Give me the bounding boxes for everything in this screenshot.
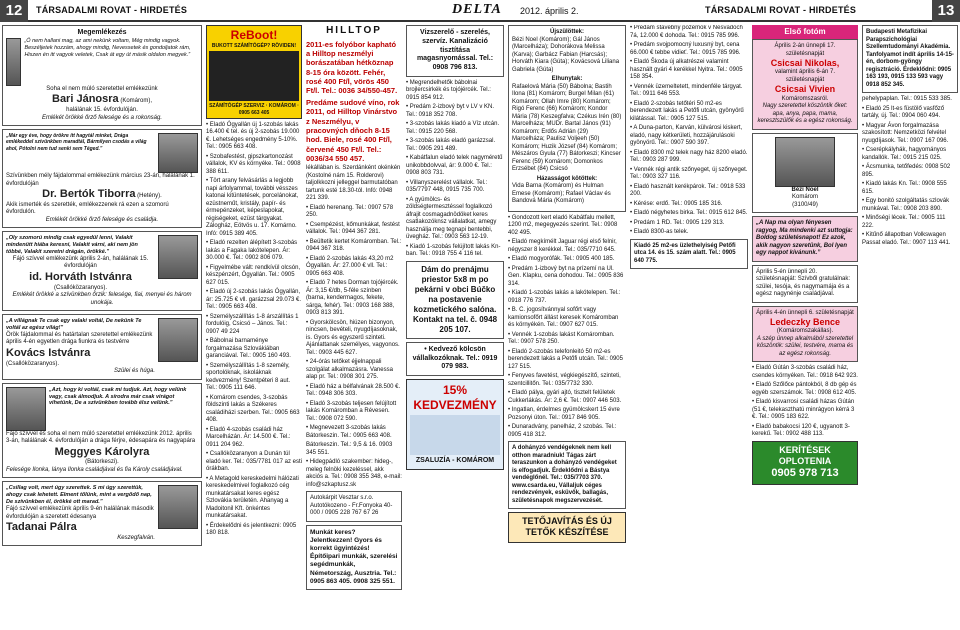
newborns-list: Bézi Noel (Komárom); Gál János (Marcelháza); Dohorákova Melissa (Karva); Garbácz Fabian (Harcsás); Horváth Kiara (Gúta); Kovácsová Liliana Gabriela (Gúta) — [512, 36, 620, 73]
classified-ad: • Beültetik kertet Komáromban. Tel.: 0944 367 318. — [306, 238, 402, 253]
memorial-place: (Hetény). — [137, 193, 162, 199]
memorial-signature: Emlékét örökké őrző felesége és a rokonság. — [41, 114, 163, 121]
reboot-image — [209, 51, 299, 101]
birthday-city: Komáromszasról. — [781, 95, 829, 102]
classified-ad: • Eladó új 2-szobás lakás Ógyallán, ár: 25.725 € vll. garázzsal 29.073 €. Tel.: 0905 663 408. — [206, 289, 302, 311]
memorial-text: Fájó szívvel és soha el nem múló szeretettel emlékezünk 2012. április 3-án, halálának 4. évfordulóján a drága férjre, édesapára és nagyapára — [6, 430, 196, 445]
birthday-poem: „A Nap ma olyan fényesen ragyog, Ma mindenki azt suttogja: Boldog születésnapot! Ez azok, akik nagyon szeretünk, Bol lyen egy nappot kívánunk.” — [752, 216, 858, 262]
classified-ad: • Kiadó 1-szobás lakás a lakótelepen. Tel.: 0918 776 737. — [508, 290, 621, 304]
registry-column — [508, 25, 626, 628]
classified-ad: • Predám 2-izbový byt v LV v KN. Tel.: 0918 352 708. — [406, 104, 495, 118]
memorial-photo — [158, 485, 198, 529]
classified-list — [752, 365, 858, 439]
memorial-notice — [2, 129, 202, 228]
classifieds-column-6 — [630, 25, 748, 628]
memorial-poem: „A villágnak Te csak egy valaki voltál, De nekünk Te voltál az egész világ!” — [6, 318, 142, 331]
memorial-place: (Bátorkeszi). — [85, 459, 119, 466]
classified-ad: pehelypaplan. Tel.: 0915 533 385. — [862, 96, 952, 102]
classified-ad: • Eladó használt kerékpárok. Tel.: 0918 533 200. — [630, 183, 746, 197]
classified-ad: • Kiadó lakás Kn. Tel.: 0908 555 615. — [862, 181, 947, 195]
memorial-signature: Emlékét örökké őrző felesége és családja. — [45, 216, 159, 223]
classified-ad: • Hidegpádló szakember: hideg-, meleg felnöki kezeléssel, akk akciós a. Tel.: 0908 355 348, e-mail: info@szkaptusz.sk — [306, 459, 402, 488]
classified-ad: • Eladó Škoda új alkatrészei valamint használt gyári 4 kerékkel Nyitra. Tel.: 0905 158 354. — [630, 59, 743, 80]
classified-ad: • 3-szobás lakás eladó garázzsal. Tel.: 0905 291 489. — [406, 138, 496, 152]
blinds-name: ZSALUZÍA - KOMÁROM — [415, 457, 495, 464]
memorial-text: Szívünkben mély fájdalommal emlékezünk március 23-án, halálának 1. évfordulóján — [6, 173, 195, 187]
classified-ad: • Minőségi lécek. Tel.: 0905 111 222. — [862, 215, 946, 229]
memorial-name: Tadanai Pálra — [6, 521, 77, 533]
memorial-notice — [2, 481, 202, 546]
classified-ad: • Eladó pálya, gyári ajtó, tisztelt felületek Cukkerlákás. Ár: 2,6 €. Tel.: 0907 446 503. — [508, 390, 622, 404]
classified-ad: • Eladó 2-szobás telefonleitó 50 m2-es berendezett lakás a Petőfi utcán. Tel.: 0905 127 515. — [508, 348, 623, 370]
memorial-signature: Szülei és húga. — [113, 368, 155, 375]
plumber-ad: Vizszerelő - szerelés, szervíz. Kanalizáció tisztítása magasnyomással. Tel.: 0908 796 813. — [406, 25, 504, 77]
classified-ad: • A Metagold kereskedelmi hálózati kereskedelmivel foglalkozó cég munkatársakat keres egész Szlovákia területén. Ahanyag a Madoitonil Kft. önkéntes munkatársakat. — [206, 475, 299, 520]
loan-ad: • Kedvező kölcsön vállalkozóknak. Tel.: 0919 079 983. — [406, 342, 504, 376]
classifieds-column-2 — [206, 25, 302, 628]
birthday-name: Ledeczky Bence — [769, 317, 841, 327]
classified-ad: • Eladó 3-szobás teljesen felújított lakás Komáromban a Révesen. Tel.: 0908 072 590. — [306, 400, 397, 422]
classified-ad: • Villanyszerelést vállalok. Tel.: 035/7797 448, 0915 735 700. — [406, 179, 488, 194]
memorial-notice — [2, 314, 202, 380]
classified-ad: • Kiadó 1-szobás felújított lakás Kn-ban. Tel.: 0918 755 4 116 tel. — [406, 243, 501, 258]
hilltop-ad-sk: Predáme sudové víno, rok 2011, od Hilltop Vinárstvo z Neszmélyu, v pracovných dňoch 8-15 hod. Biele, rosé 400 Ft/l, červené 450 Ft/l. Tel.: 0036/34 550 457. — [306, 97, 400, 163]
birthday-name: Csicsai Nikolas, — [770, 58, 840, 68]
classified-ad: • Predám 1 RD. Tel.: 0905 129 313. — [630, 219, 725, 226]
birthday-wish: A szép ünnep alkalmából szeretettel köszöntik: szülei, testvére, mama és az egész rokonság. — [756, 335, 854, 357]
classified-list — [206, 122, 302, 538]
reboot-title: ReBoot! — [230, 28, 278, 42]
classified-ad: • Gyorskölcsön, hiúzen bizonyon, nincsen, bevételi, nyugdíjasoknak, is. Gyors és egyszerű szinteti. Ajánlattanak személyes, vagyonos. Tel.: 0903 445 627. — [306, 319, 400, 356]
fence-ad — [752, 441, 858, 485]
baby-name: Bézi Noel — [791, 186, 819, 193]
classified-ad: • Érdekelődni és jelentkezni: 0905 180 818. — [206, 522, 297, 537]
job-ad: Munkát keres? Jelentkezzen! Gyors és korrekt ügyintézés! Építőipari munkák, szerelési segédmunkák, Németország, Ausztria. Tel.: 0905 863 405. 0908 325 551. — [306, 525, 402, 590]
classified-ad: • Eladó babakocsi 120 €, ugyanott 3-kerekű. Tel.: 0902 488 113. — [752, 423, 850, 438]
classified-ad: • Dunaradvány, panelház, 2 szobás. Tel.: 0905 418 312. — [508, 424, 617, 438]
rent-ad: Dám do prenájmu priestor 5x8 m po pekárni v obci Búčko na postavenie kozmetického salóna. Kontakt na tel. č. 0948 205 107. — [406, 261, 504, 339]
classified-ad: • Kérése: erdő. Tel.: 0905 185 316. — [630, 200, 723, 207]
memorial-place: (Csallóközaranyos). — [6, 360, 60, 367]
classified-ad: • A gyümölcs- és zöldségtermesztéssel foglalkozó áfrajit cosmagadnödöket keres csatlakozóknsz vállalatkat, amegy használja meg tegnapi bentebbi, üvegház. Tel.: 0903 563 12-19. — [406, 196, 497, 241]
page-header — [0, 0, 960, 22]
classified-ad: • Figyelmébe vált: rendkívül olcsón, készpénzért, Ógyallán. Tel.: 0905 627 015. — [206, 264, 301, 286]
classified-ad: • Predám svojpomocný luxusný byt, cena 66.000 € tebbe vidieť. Tel.: 0915 785 996. — [630, 42, 741, 56]
baby-birth-data: (3100/49) — [792, 201, 818, 208]
section-title-right: TÁRSADALMI ROVAT - HIRDETÉS — [705, 5, 857, 15]
classified-ad: • Eladó megkímélt Jaguar régi első felnir, négyszer 8 kerékkel. Tel.: 035/7710 645. — [508, 239, 617, 253]
issue-date: 2012. április 2. — [520, 6, 579, 16]
first-photo-heading: Első fotóm — [752, 25, 858, 39]
classified-ad: • Vennék üzemeltetett, mindenféle tárgyat. Tel.: 0911 646 553. — [630, 83, 743, 97]
classified-ad: • Eladó Ógyallán új 1-szobás lakás 16.400 € tel. és új 2-szobás 19.000 €. Lehetséges engedmény 5-10%. Tel.: 0905 663 408. — [206, 121, 300, 151]
classified-ad: • Személyszállítás 1-8 személy, sportolóknak, iskoláknak kedvezmény! Szentpéteri 8 aut. Tel.: 0905 111 646. — [206, 362, 291, 392]
fence-title: KERÍTÉSEK OPLOTENIA — [778, 444, 832, 466]
memorial-signature: Keszegfalván. — [117, 534, 155, 541]
classifieds-column-8 — [862, 25, 958, 628]
birthday-city: (Komáromszakállas). — [776, 328, 834, 335]
newspaper-logo: DELTA — [452, 2, 502, 17]
memorial-signature: Felesége Ilonka, lánya Ilonka családjával és fia Károly családjával. — [6, 466, 183, 473]
classified-ad: • Eladó 4-szobás családi ház Marcelházán. Ár: 14.500 €. Tel.: 0911 204 962. — [206, 426, 291, 448]
classified-ad: • Eladó 7 hetes Dorman tojójércék. Ár: 3,15 €/db, 5-féle színben (barna, kendermagos, fekete, sárga, fehér). Tel.: 0903 168 388, 0903 813 391. — [306, 280, 399, 317]
classified-ad: • Kitűnő állapotban Volkswagen Passat eladó. Tel.: 0907 113 441. — [862, 232, 951, 246]
classified-ad: • Predám stavebný pozemok v Nesvadoch 7á, 12.000 € dohoda. Tel.: 0915 785 996. — [630, 25, 743, 39]
classified-ad: • Ingatlan, érdelmes gyümölcskert 15 évre Pozsonyi úton. Tel.: 0917 846 905. — [508, 407, 620, 421]
classified-ad: • Gondozott kert eladó Kabátfalu mellett, 1200 m2, megegyezés szerint. Tel.: 0908 402 495. — [508, 214, 618, 236]
page-number-left: 12 — [0, 0, 28, 22]
roofing-ad: TETŐJAVÍTÁS ÉS ÚJ TETŐK KÉSZÍTÉSE — [508, 512, 626, 543]
birthday-column — [752, 25, 858, 628]
memorial-notice — [2, 25, 202, 126]
memorial-notice — [2, 231, 202, 311]
classified-ad: • Csempézést, kőmunkákat, festést vállalok. Tel.: 0944 367 281. — [306, 221, 400, 236]
memorial-notice — [2, 383, 202, 479]
memorial-poem: „Oly szomorú mindig csak egyedül lenni, Valakit mindenütt hiába keresni, Valakit várni, aki nem jön többé, Valakit szeretni drágán, örökké.” — [6, 235, 138, 255]
memorial-poem: „Már egy éve, hogy örökre itt hagytál minket, Drága emlékeddel szívünkben maradtál, Bármilyen csodás a világ ahol, Pótolni nem tud senki sem Téged.” — [6, 133, 147, 152]
classified-ad: • Vennék 1-szobás lakást Komáromban. Tel.: 0907 578 250. — [508, 331, 615, 345]
classified-ad: • Eladó 2-szobás lakás 43,20 m2 Ógyallán. Ár: 27.000 € vll. Tel.: 0905 663 408. — [306, 255, 394, 277]
page-number-right: 13 — [932, 0, 960, 22]
memorial-text: Fájó szívvel emlékezünk április 2-án, halálának 15. évfordulóján — [12, 255, 149, 270]
memorial-name: id. Horváth Istvánra — [29, 270, 132, 283]
classified-ad: • Eladó mogyorófák. Tel.: 0905 400 185. — [508, 256, 615, 262]
classified-ad: • Cserépkályhák, hagyományos kandallók. Tel.: 0915 215 025. — [862, 147, 947, 161]
classified-ad: • Eladó kisvarrosi családi házas Gútán (51 €, telekaszthatú minrágyon kérrá 3 €. Tel.: 0905 183 622. — [752, 399, 855, 421]
classified-ad: • Csallóközaranyon a Dunán túl eladó ker. Tel.: 035/7781 017 az esti órákban. — [206, 451, 302, 473]
memorial-name: Dr. Bertók Tiborra — [42, 188, 136, 200]
birthday-subtitle: valamint április 6-án 7. születésnapját — [774, 69, 836, 83]
classified-ad: • Eladó Szőlőce pántokból, 8 db gép és egyéb szerszámok. Tel.: 0908 612 405. — [752, 382, 857, 396]
smoking-ad: A dohányzó vendégeknek nem kell otthon maradniuk! Tágas zárt teraszunkon a dohányzó vendégeket is elfogadjuk. Érdeklődni a Bástya vendéglőnél. Tel.: 035/7703 370. www.csarda.eu, Vállaljuk céges rendezvények, esküvők, ballagás, születésnapok megszervezését. — [508, 441, 626, 509]
classified-list — [862, 96, 958, 247]
classified-ad: • Komárom csendes, 3-szobás földszinti lakás a Székeres családiházi szerben. Tel.: 0905 663 408. — [206, 394, 300, 424]
memorial-poem: „Ő nem hallani mag, az ami nekünk voltam, Még mindig vagyok. Beszéljetek hozzám, ahogy mindig, Nevessetek és gondoljatok rám, Hiszen én itt vagyok veletek, Csak át egy út másik oldalon megyek.” — [24, 37, 191, 58]
baby-city: Komárom — [791, 194, 818, 200]
classified-ad: • Egy bonitó szolgáltatás szlovák munkával. Tel.: 0908 203 890. — [862, 198, 950, 212]
classified-list — [406, 80, 504, 259]
memorial-date: halálának 15. évfordulóján. — [66, 107, 138, 113]
birthday-notice: Április 5-én ünnepli 20. születésnapját: Szívből gratulálnak: szülei, tesója, és nagymamája és a egész nagynénje családjával. — [752, 265, 858, 303]
memorial-poem: „Csillag volt, mert úgy szerettek. S mi úgy szerettük, ahogy csak lehetett. Elment tőlünk, mint a vergődő nap, De szívünkben él, örökké ott marad.” — [6, 485, 152, 506]
registry-box — [508, 25, 626, 212]
classified-ad: • Eladó 25 lt-es füstölő vasfőző tartály, új. Tel.: 0904 060 494. — [862, 105, 945, 119]
marriages-heading: Házasságot kötöttek: — [536, 175, 598, 182]
memorial-photo — [158, 318, 198, 362]
birthday-notice — [752, 306, 858, 363]
memorial-name: Bari Jánosra — [52, 93, 119, 106]
classified-ad: • Vennék régi antik szőnyeget, új szőnyeget. Tel.: 0903 327 116. — [630, 166, 748, 180]
reboot-subtitle: BUKOTT SZÁMÍTÓGÉP? RÖVIDEN! — [211, 43, 297, 49]
classified-list — [508, 215, 626, 440]
birthday-notice — [752, 39, 858, 130]
fence-phone: 0905 978 713 — [771, 467, 839, 480]
classified-ad: • Eladó ház a bélfalvának 28.500 €. Tel.: 0948 306 303. — [306, 383, 401, 398]
hilltop-logo: HILLTOP — [326, 25, 382, 36]
reboot-details: SZÁMÍTÓGÉP SZERVIZ · KOMÁROM · 0905 663 405 — [209, 103, 299, 116]
blinds-image — [410, 415, 500, 455]
classified-ad: • Eladó herenang. Tel.: 0907 578 250. — [306, 204, 394, 219]
memorial-text: Akik ismerték és szerették, emlékezzenek rá ezen a szomorú évfordulón. — [6, 201, 169, 216]
blinds-ad — [406, 379, 504, 470]
classified-ad: • Eladó 8300 m2 telek nagy ház 8200 eladó. Tel.: 0903 287 999. — [630, 149, 748, 163]
memorial-poem: „Azt, hogy ki voltál, csak mi tudjuk. Azt, hogy velünk vagy, csak álmodjuk. A sírodra már csak virágot vihetünk, De a szívünkben tovább élsz velünk.” — [49, 386, 187, 407]
baby-photo-notice — [752, 133, 858, 214]
classified-ad: • A Duna-parton, Karván, külvárosi kiskert, eladó, nagy kétkerületi, hozzájárulásoki gyönyörű. Tel.: 0907 590 397. — [630, 125, 743, 146]
classified-ad: • 3-szobás lakás kiadó a Víz utcán. Tel.: 0915 220 568. — [406, 121, 500, 135]
section-title-left: TÁRSADALMI ROVAT - HIRDETÉS — [36, 5, 188, 15]
classified-ad: • Szobafestést, gipszkartonozást vállalok, KV és környéke. Tel.: 0908 388 611. — [206, 153, 301, 175]
memorial-text: Örök fájdalommal és határtalan szeretettel emlékezünk április 4-én egyetlen drága fiunkra és testvérre — [6, 331, 153, 346]
classified-ad: • Eladó négyhetes birka. Tel.: 0915 612 845. — [630, 210, 748, 216]
memorial-photo — [158, 235, 198, 279]
classified-list — [630, 25, 748, 237]
classified-ad: • Megrendelhetők bábolnai brojlercsirkék és tojójércék. Tel.: 0915 854 912. — [406, 79, 491, 101]
memorial-name: Meggyes Károlyra — [54, 445, 150, 458]
classified-ad: • Megnevezett 3-szobás lakás Bátorkeszin. Tel.: 0905 663 408. — [306, 425, 392, 439]
memorial-heading: Megemlékezés — [77, 29, 127, 36]
memorial-name: Kovács Istvánra — [6, 346, 91, 359]
classified-ad: Bátorkeszin. Tel.: 9,5 & 16. 0903 345 551. — [306, 442, 393, 456]
classified-ad: • Eladó Gútán 3-szobás családi ház, csendes környéken. Tel.: 0918 642 923. — [752, 365, 858, 379]
memorial-place: (Csallóközaranyos). — [53, 284, 108, 291]
classified-ad: • Fenyves favetést, végkiegészítő, szinteti, szentcillitőn. Tel.: 035/7732 330. — [508, 373, 621, 387]
birthday-name-2: Csicsai Vivien — [774, 84, 836, 95]
autokarpit-ad: Autokárpit Vesztar s.r.o. Autotókozeno - Fr.Fonyoka 40-000 / 0905 228 767 67 26 — [306, 491, 402, 522]
memorial-photo — [6, 387, 46, 431]
classified-ad: • Személyszállítás 1-8 árszállítás 1 fordulóig, Csicsó – János. Tel.: 0907 49 224 — [206, 313, 299, 335]
classified-list — [306, 165, 402, 489]
shop-rent-ad: Kiadó 25 m2-es üzlethelyiség Petőfi utca 14. és 15. szám alatt. Tel.: 0905 640 775. — [630, 239, 748, 270]
classified-ad: • Kabátfalun eladó telek nagyméretű unikobbdolvval, ár: 9.000 €. Tel.: 0908 803 731. — [406, 155, 503, 177]
baby-photo — [775, 137, 835, 187]
memorial-place: (Komárom), — [120, 98, 152, 105]
classified-ad: • Ácsmunka, tetőfedés: 0908 502 895. — [862, 164, 951, 178]
memorial-photo — [158, 133, 198, 173]
classified-ad: • Eladó 8300-as telek. — [630, 229, 689, 235]
memorial-photo — [6, 38, 21, 86]
discount-label: 15% KEDVEZMÉNY — [413, 383, 497, 412]
birthday-title: Április 4-én ünnepli 6. születésnapját — [756, 309, 854, 316]
classified-ad: • Eladó rezelten álépített 3-szobás lakás a Fagaka lakótelepen. Ár: 30.000 €. Tel.: 0902 806 079. — [206, 240, 298, 262]
reboot-ad — [206, 25, 302, 119]
deaths-heading: Elhunytak: — [551, 76, 583, 82]
classified-ad: • Eladó 2-szobás tetőtéri 50 m2-es berendezett lakás a Petőfi utcán, gyönyörű kilátással. Tel.: 0905 127 515. — [630, 100, 744, 122]
classified-ad: • B. C. jogosítvánnyal sofőrt vagy kamionsofőrt állást keresek Komáromban és környékén. Tel.: 0907 627 015. — [508, 307, 619, 328]
classifieds-column-4 — [406, 25, 504, 628]
classified-ad: • Bábolnai barnaménye forgalmazása Szlovákiában garanciával. Tel.: 0905 160 493. — [206, 338, 291, 360]
hilltop-ad: 2011-es folyóbor kapható a Hilltop neszmélyi borászatában hétköznap 8-15 óra között. Fehér, rosé 400 Ft/l, vörös 450 Ft/l. Tel.: 0036 34/550-457. — [306, 39, 398, 96]
classified-ad: • 24-órás tetőket éjjelnappali szolgálat alkalmazásra. Vanessa alap pr. Tel.: 0908 301 275. — [306, 359, 393, 381]
deaths-list: Rafaelová Mária (50) Bábolna; Bastih Ilona (81) Komárom; Burgel Milan (61) Komárom; Ollah Imre (80) Komárom; Rigó Ferenc (66) Komárom; Kondor Mária (78) Keszegfalva; Czékus Irén (80) Marcelháza; MUDr. Bartal János (91) Komárom; Erdős Adrián (29) Marcelháza; Paulisz Voljeeh (50) Komárom; Huzik József (84) Komárom; Mészáros Gyula (77) Bátorkeszi; Kincser Ferenc (59) Komárom; Domonkos Erzsébet (84) Csicsó — [512, 83, 622, 172]
birthday-title: Április 2-án ünnepli 17. születésnapját — [774, 43, 836, 57]
birthday-wish: Nagy szeretettel köszöntik őket: apa, anya, papa, mama, keresztszülők és a egész rokonság. — [757, 103, 853, 124]
memorial-text: Soha el nem múló szeretettel emlékezünk — [46, 85, 158, 92]
academy-ad: Budapesti Metafizikai Parapszichológiai Szellemtudományi Akadémia. Tanfolyamot indít április 14-15-én, dorbom-gyöngy regisztráció. Érdeklődni: 0905 163 193, 0915 133 593 vagy 0918 852 345. — [862, 25, 958, 93]
classified-ad: • Tört arany felvásárlás a legjobb napi árfolyammal, további vésszes katonai kitüntetések, porcelánokat, ezüstneműt, kristály, papír- és érmepénzeket, képeslapokat, régiségeket, ezüst tárgyakat. Zálogház, Eötvös u. 17. Komárno. Infó: 0915 389 405. — [206, 178, 299, 237]
memorial-column — [2, 25, 202, 628]
newborns-heading: Újszülöttek: — [549, 29, 584, 35]
memorial-text: Fájó szívvel emlékezünk április 9-én halálának második évfordulóján a szeretett édesanya — [6, 506, 154, 520]
marriages-list: Vida Barna (Komárom) és Hulman Emese (Komárom); Rafael Václav és Bandová Mária (Komárom) — [512, 183, 611, 204]
memorial-signature: Emlékét örökké a szívünkben őrzik: felesége, fiai, menyei és három unokája. — [12, 292, 192, 306]
classifieds-column-3 — [306, 25, 402, 628]
classified-ad: lékállában is. Szerdánként okénkén (Kostolné nám 15. Rolderovi) taljolkkozni jelleggel barmutatóban tartunk esté 18.30-tól. Infó: 0948 221 339. — [306, 165, 401, 202]
classified-ad: • Magyar Ávon forgalmazása szakosított: Nemzetközi felvétel nyugdíjasok. Tel.: 0907 167 096. — [862, 122, 949, 144]
classified-ad: • Predám 1-izbový byt na prízemí na Ul. Gen. Klapku, cena dohodou. Tel.: 0905 836 314. — [508, 265, 624, 287]
